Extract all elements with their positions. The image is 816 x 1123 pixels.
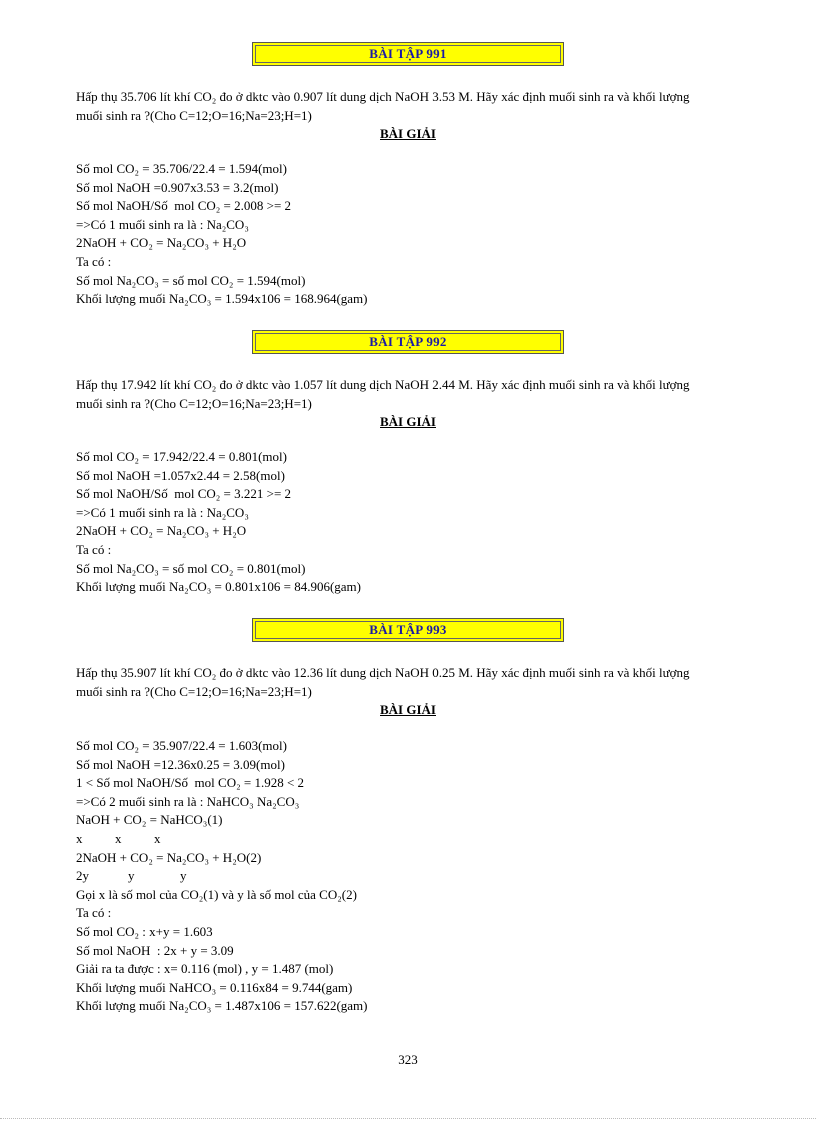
solution-line: Số mol NaOH/Số mol CO₂ = 3.221 >= 2 <box>76 486 292 502</box>
solution-line: Số mol CO₂ = 17.942/22.4 = 0.801(mol) <box>76 449 287 464</box>
solution-line: 2NaOH + CO₂ = Na₂CO₃ + H₂O(2) <box>76 849 262 865</box>
solution-line: Giải ra ta được : x= 0.116 (mol) , y = 1.487 (mol) <box>76 961 334 977</box>
solution-line: Khối lượng muối Na₂CO₃ = 1.594x106 = 168.964(gam) <box>76 291 368 307</box>
solution-line: 2NaOH + CO₂ = Na₂CO₃ + H₂O <box>76 523 247 539</box>
exercise-title: BÀI TẬP 991 <box>369 46 447 61</box>
solution-line: Số mol CO₂ : x+y = 1.603 <box>76 923 213 939</box>
exercise-title-box <box>252 330 564 354</box>
problem-line: muối sinh ra ?(Cho C=12;O=16;Na=23;H=1) <box>76 396 312 411</box>
solution-heading: BÀI GIẢI <box>380 126 436 141</box>
problem-statement <box>76 663 736 701</box>
solution-line: x x x <box>76 830 161 846</box>
solution-heading: BÀI GIẢI <box>380 702 436 717</box>
solution-line: 2y y y <box>76 868 187 884</box>
exercise-title-box <box>252 42 564 66</box>
solution-line: NaOH + CO₂ = NaHCO₃(1) <box>76 812 223 828</box>
solution-line: =>Có 1 muối sinh ra là : Na₂CO₃ <box>76 216 249 232</box>
solution-line: Ta có : <box>76 253 112 269</box>
solution-line: Khối lượng muối Na₂CO₃ = 0.801x106 = 84.906(gam) <box>76 579 361 595</box>
solution-line: Số mol NaOH/Số mol CO₂ = 2.008 >= 2 <box>76 198 292 214</box>
solution-line: Số mol NaOH : 2x + y = 3.09 <box>76 942 234 958</box>
solution-lines <box>76 448 716 597</box>
solution-lines <box>76 737 716 1016</box>
solution-line: Ta có : <box>76 905 112 921</box>
solution-line: =>Có 2 muối sinh ra là : NaHCO₃ Na₂CO₃ <box>76 793 300 809</box>
problem-statement <box>76 375 736 413</box>
problem-line: muối sinh ra ?(Cho C=12;O=16;Na=23;H=1) <box>76 108 312 123</box>
problem-line: Hấp thụ 35.706 lít khí CO₂ đo ở dktc vào 0.907 lít dung dịch NaOH 3.53 M. Hãy xác định muối sinh ra và khối lượng <box>76 89 690 104</box>
solution-line: =>Có 1 muối sinh ra là : Na₂CO₃ <box>76 504 249 520</box>
solution-line: Số mol NaOH =0.907x3.53 = 3.2(mol) <box>76 179 279 195</box>
solution-heading: BÀI GIẢI <box>380 414 436 429</box>
solution-line: 1 < Số mol NaOH/Số mol CO₂ = 1.928 < 2 <box>76 775 305 791</box>
solution-line: Số mol Na₂CO₃ = số mol CO₂ = 0.801(mol) <box>76 560 306 576</box>
solution-line: Số mol Na₂CO₃ = số mol CO₂ = 1.594(mol) <box>76 272 306 288</box>
solution-lines <box>76 160 716 309</box>
solution-line: 2NaOH + CO₂ = Na₂CO₃ + H₂O <box>76 235 247 251</box>
exercise-title-box <box>252 618 564 642</box>
problem-line: Hấp thụ 17.942 lít khí CO₂ đo ở dktc vào 1.057 lít dung dịch NaOH 2.44 M. Hãy xác định muối sinh ra và khối lượng <box>76 377 690 392</box>
problem-line: muối sinh ra ?(Cho C=12;O=16;Na=23;H=1) <box>76 684 312 699</box>
problem-line: Hấp thụ 35.907 lít khí CO₂ đo ở dktc vào 12.36 lít dung dịch NaOH 0.25 M. Hãy xác định muối sinh ra và khối lượng <box>76 665 690 680</box>
page-number: 323 <box>398 1052 418 1067</box>
solution-line: Ta có : <box>76 541 112 557</box>
exercise-title: BÀI TẬP 992 <box>369 334 447 349</box>
exercise-title: BÀI TẬP 993 <box>369 622 447 637</box>
solution-line: Số mol NaOH =1.057x2.44 = 2.58(mol) <box>76 467 285 483</box>
solution-line: Khối lượng muối Na₂CO₃ = 1.487x106 = 157.622(gam) <box>76 998 368 1014</box>
solution-line: Gọi x là số mol của CO₂(1) và y là số mol của CO₂(2) <box>76 886 357 902</box>
solution-line: Khối lượng muối NaHCO₃ = 0.116x84 = 9.744(gam) <box>76 979 353 995</box>
solution-line: Số mol NaOH =12.36x0.25 = 3.09(mol) <box>76 756 285 772</box>
solution-line: Số mol CO₂ = 35.907/22.4 = 1.603(mol) <box>76 738 287 753</box>
solution-line: Số mol CO₂ = 35.706/22.4 = 1.594(mol) <box>76 161 287 176</box>
problem-statement <box>76 87 736 125</box>
page-bottom-divider <box>0 1118 816 1119</box>
